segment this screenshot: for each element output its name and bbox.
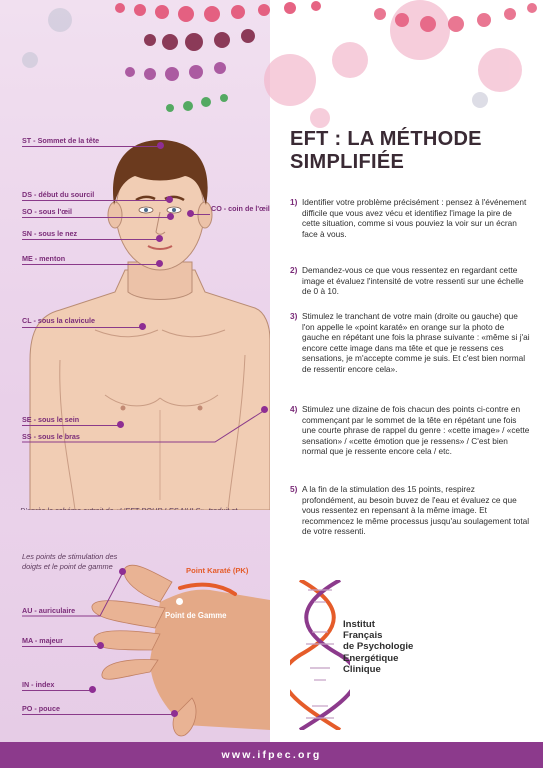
step-3 [290,311,530,375]
label-st: ST - Sommet de la tête [22,136,100,145]
label-ds: DS - début du sourcil [22,190,95,199]
step-4-number: 4) [290,404,298,414]
label-ss: SS - sous le bras [22,432,80,441]
page-title: EFT : LA MÉTHODE SIMPLIFIÉE [290,128,482,173]
karate-point-label: Point Karaté (PK) [186,566,249,575]
dot-ma[interactable] [97,642,104,649]
label-in: IN - index [22,680,55,689]
line-po [22,714,172,715]
gamme-point-label: Point de Gamme [165,611,227,620]
label-ma: MA - majeur [22,636,63,645]
step-3-text: Stimulez le tranchant de votre main (droite ou gauche) que l'on appelle le «point karaté» en orange sur la photo de gauche en répétant une fois la phrase suivante : «même si j'ai encore cette image dans ma tête et que je ressens ces sensations, je m'accepte comme je suis. Et c'est bien normal de ressentir encore cela». [302,311,530,374]
step-4 [290,404,530,457]
logo-line-1: Institut [343,619,375,630]
line-in [22,690,90,691]
institute-logo-text [343,619,413,675]
label-au: AU - auriculaire [22,606,76,615]
step-4-text: Stimulez une dizaine de fois chacun des points ci-contre en commençant par le sommet de la tête en répétant une fois une courte phrase de rappel du genre : «cette image» / «cette sensation» / «cette émotion que je ressens» / C'est bien normal que je ressente encore cela / etc. [302,404,530,457]
step-3-number: 3) [290,311,298,321]
logo-line-3: de Psychologie [343,641,414,653]
dot-in[interactable] [89,686,96,693]
dot-au[interactable] [119,568,126,575]
label-cl: CL - sous la clavicule [22,316,95,325]
logo-line-5: Clinique [343,663,381,675]
step-5-text: A la fin de la stimulation des 15 points, respirez profondément, au besoin buvez de l'eau et évaluez ce que vous ressentez en repensant à la même image. Et recommencez le même processus jusqu'au soulagement total de votre ressenti. [302,484,530,537]
step-2-number: 2) [290,265,298,275]
label-sn: SN - sous le nez [22,229,78,238]
logo-line-4: Energétique [343,652,399,664]
hand-caption: Les points de stimulation des doigts et le point de gamme [22,552,118,571]
label-po: PO - pouce [22,704,60,713]
dna-logo-icon [290,580,350,730]
label-se: SE - sous le sein [22,415,80,424]
label-me: ME - menton [22,254,66,263]
step-2 [290,265,530,297]
line-au [0,0,270,742]
dot-po[interactable] [171,710,178,717]
label-so: SO - sous l'œil [22,207,73,216]
step-2-text: Demandez-vous ce que vous ressentez en regardant cette image et évaluez l'intensité de votre ressenti sur une échelle de 0 à 10. [302,265,524,297]
footer-website-link[interactable]: www.ifpec.org [221,749,322,761]
step-1-number: 1) [290,197,298,207]
step-5-number: 5) [290,484,298,494]
step-1 [290,197,530,239]
step-5 [290,484,530,537]
label-co: CO - coin de l'œil [211,204,270,213]
left-panel [0,0,270,742]
line-ma [22,646,98,647]
footer-bar [0,742,543,768]
logo-line-2: Français [343,630,383,642]
step-1-text: Identifier votre problème précisément : pensez à l'événement difficile que vous avez vécu et identifiez l'image la pire de cette situation, comme si vous pouviez la voir sur un écran face à vous. [302,197,527,239]
